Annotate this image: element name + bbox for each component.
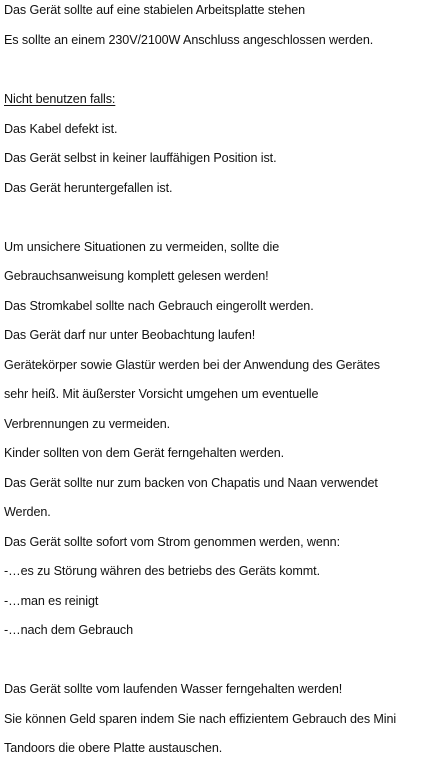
text-line-replace-plate: Tandoors die obere Platte austauschen.	[4, 741, 223, 755]
text-line-read-manual: Gebrauchsanweisung komplett gelesen werden!	[4, 269, 269, 283]
text-line-roll-cable: Das Stromkabel sollte nach Gebrauch eingerollt werden.	[4, 299, 314, 313]
text-line-water: Das Gerät sollte vom laufenden Wasser ferngehalten werden!	[4, 682, 343, 696]
text-line-burns: Verbrennungen zu vermeiden.	[4, 417, 171, 431]
text-line-chapatis-naan: Das Gerät sollte nur zum backen von Chapatis und Naan verwendet	[4, 476, 378, 490]
text-line-unplug-when: Das Gerät sollte sofort vom Strom genommen werden, wenn:	[4, 535, 340, 549]
section-heading-do-not-use: Nicht benutzen falls:	[4, 92, 116, 106]
text-line-hot-caution: sehr heiß. Mit äußerster Vorsicht umgehen um eventuelle	[4, 387, 319, 401]
text-line-unsafe-situations: Um unsichere Situationen zu vermeiden, sollte die	[4, 240, 280, 254]
text-line-stable-surface: Das Gerät sollte auf eine stabielen Arbeitsplatte stehen	[4, 3, 306, 17]
text-line-hot-body: Gerätekörper sowie Glastür werden bei der Anwendung des Gerätes	[4, 358, 380, 372]
text-line-position: Das Gerät selbst in keiner lauffähigen Position ist.	[4, 151, 277, 165]
text-line-cable-defect: Das Kabel defekt ist.	[4, 122, 118, 136]
text-line-save-money: Sie können Geld sparen indem Sie nach effizientem Gebrauch des Mini	[4, 712, 397, 726]
text-line-werden: Werden.	[4, 505, 51, 519]
list-item-cleaning: -…man es reinigt	[4, 594, 99, 608]
text-line-supervision: Das Gerät darf nur unter Beobachtung laufen!	[4, 328, 256, 342]
list-item-after-use: -…nach dem Gebrauch	[4, 623, 134, 637]
text-line-dropped: Das Gerät heruntergefallen ist.	[4, 181, 173, 195]
text-line-children: Kinder sollten von dem Gerät ferngehalten werden.	[4, 446, 285, 460]
text-line-power-connection: Es sollte an einem 230V/2100W Anschluss angeschlossen werden.	[4, 33, 374, 47]
list-item-malfunction: -…es zu Störung währen des betriebs des Geräts kommt.	[4, 564, 320, 578]
